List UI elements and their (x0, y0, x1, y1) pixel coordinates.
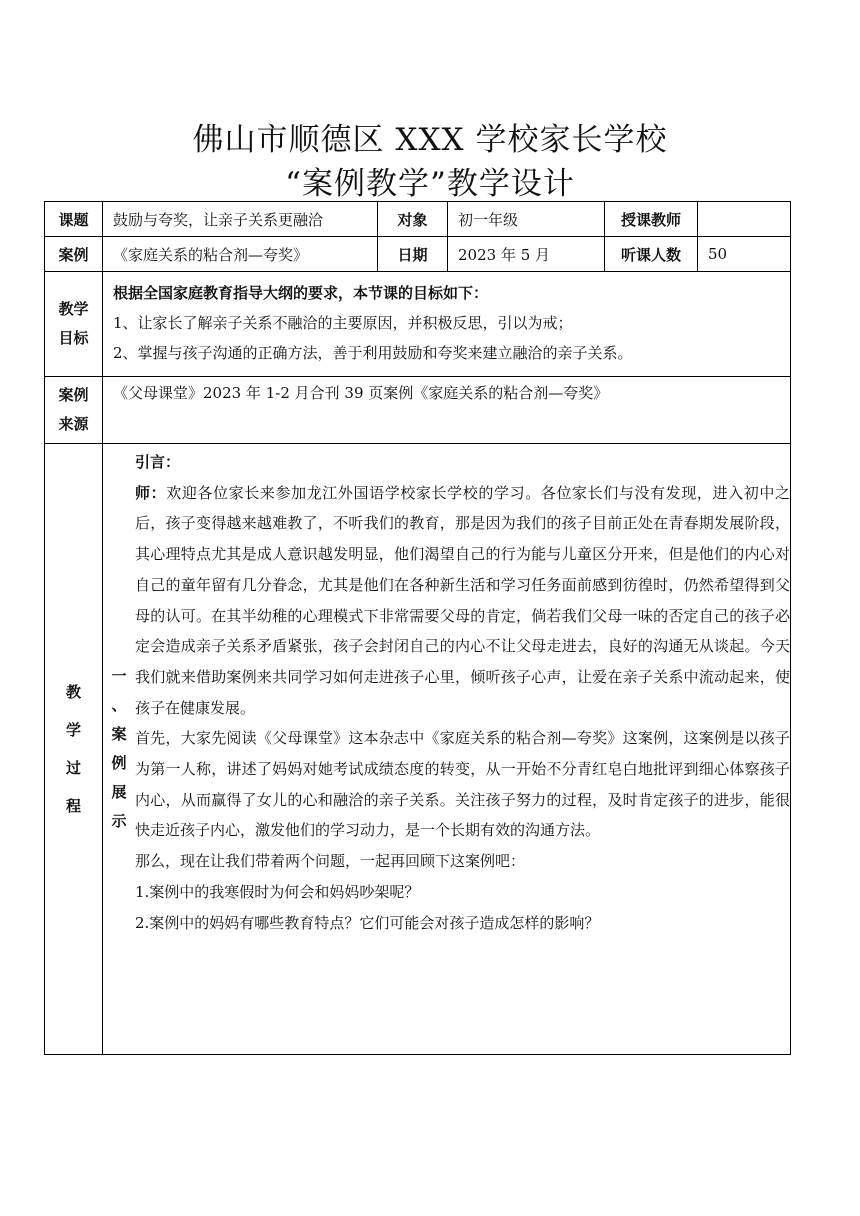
goal-item-2: 2、掌握与孩子沟通的正确方法，善于利用鼓励和夸奖来建立融洽的亲子关系。 (113, 344, 633, 362)
teacher-prefix: 师： (135, 483, 167, 502)
section-char: 示 (111, 812, 127, 830)
section-char: 例 (111, 754, 127, 772)
paragraph-2: 首先，大家先阅读《父母课堂》这本杂志中《家庭关系的粘合剂—夸奖》这案例，这案例是以孩子为第一人称，讲述了妈妈对她考试成绩态度的转变，从一开始不分青红皂白地批评到细心体察孩子内心，从而赢得了女儿的心和融洽的亲子关系。关注孩子努力的过程，及时肯定孩子的进步，能很快走近孩子内心，激发他们的学习动力，是一个长期有效的沟通方法。 (135, 729, 790, 840)
audience-value: 初一年级 (448, 202, 605, 237)
teacher-value (698, 202, 791, 237)
teacher-label: 授课教师 (605, 202, 698, 237)
question-1: 1.案例中的我寒假时为何会和妈妈吵架呢？ (135, 882, 420, 901)
section-char: 一 (111, 667, 127, 685)
goals-label-line1: 教学 (58, 300, 89, 318)
section-label-case-display (103, 444, 135, 1054)
source-label-line1: 案例 (58, 386, 89, 404)
process-label-char: 教 (65, 683, 81, 701)
table-row-source (45, 377, 791, 444)
section-char: 展 (111, 783, 127, 801)
attendee-count-label: 听课人数 (605, 237, 698, 272)
document-subtitle: “案例教学”教学设计 (285, 166, 575, 202)
teacher-paragraph (135, 478, 790, 724)
process-label-char: 学 (65, 721, 81, 739)
case-label: 案例 (45, 237, 103, 272)
source-label-line2: 来源 (58, 415, 89, 433)
goals-label (45, 272, 103, 377)
process-label-char: 程 (65, 797, 81, 815)
question-2: 2.案例中的妈妈有哪些教育特点？它们可能会对孩子造成怎样的影响？ (135, 913, 600, 932)
topic-label: 课题 (45, 202, 103, 237)
process-label-char: 过 (65, 759, 81, 777)
lesson-design-table (44, 201, 791, 1055)
table-row-case (45, 237, 791, 272)
date-label: 日期 (378, 237, 448, 272)
paragraph-1: 欢迎各位家长来参加龙江外国语学校家长学校的学习。各位家长们与没有发现，进入初中之后，孩子变得越来越难教了，不听我们的教育，那是因为我们的孩子目前正处在青春期发展阶段，其心理特点尤其是成人意识越发明显，他们渴望自己的行为能与儿童区分开来，但是他们的内心对自己的童年留有几分眷念，尤其是他们在各种新生活和学习任务面前感到彷徨时，仍然希望得到父母的认可。在其半幼稚的心理模式下非常需要父母的肯定，倘若我们父母一味的否定自己的孩子必定会造成亲子关系矛盾紧张，孩子会封闭自己的内心不让父母走进去，良好的沟通无从谈起。今天我们就来借助案例来共同学习如何走进孩子心里，倾听孩子心声，让爱在亲子关系中流动起来，使孩子在健康发展。 (135, 483, 790, 717)
document-title: 佛山市顺德区 XXX 学校家长学校 (192, 122, 668, 158)
goals-heading: 根据全国家庭教育指导大纲的要求，本节课的目标如下： (113, 284, 489, 302)
attendee-count-value: 50 (698, 237, 791, 272)
section-char: 、 (111, 696, 127, 714)
table-row-goals (45, 272, 791, 377)
process-content (103, 444, 791, 1055)
table-row-topic (45, 202, 791, 237)
goals-content (103, 272, 791, 377)
case-value: 《家庭关系的粘合剂—夸奖》 (103, 237, 378, 272)
intro-heading: 引言： (135, 453, 181, 471)
case-display-body (135, 444, 790, 1054)
process-label (45, 444, 103, 1055)
source-label (45, 377, 103, 444)
goals-label-line2: 目标 (58, 329, 89, 347)
topic-value: 鼓励与夸奖，让亲子关系更融洽 (103, 202, 378, 237)
process-inner-table (103, 444, 790, 1054)
source-text: 《父母课堂》2023 年 1-2 月合刊 39 页案例《家庭关系的粘合剂—夸奖》 (103, 377, 791, 444)
date-value: 2023 年 5 月 (448, 237, 605, 272)
table-row-process (45, 444, 791, 1055)
paragraph-3: 那么，现在让我们带着两个问题，一起再回顾下这案例吧： (135, 852, 526, 871)
audience-label: 对象 (378, 202, 448, 237)
section-char: 案 (111, 725, 127, 743)
goal-item-1: 1、让家长了解亲子关系不融洽的主要原因，并积极反思，引以为戒； (113, 314, 573, 332)
